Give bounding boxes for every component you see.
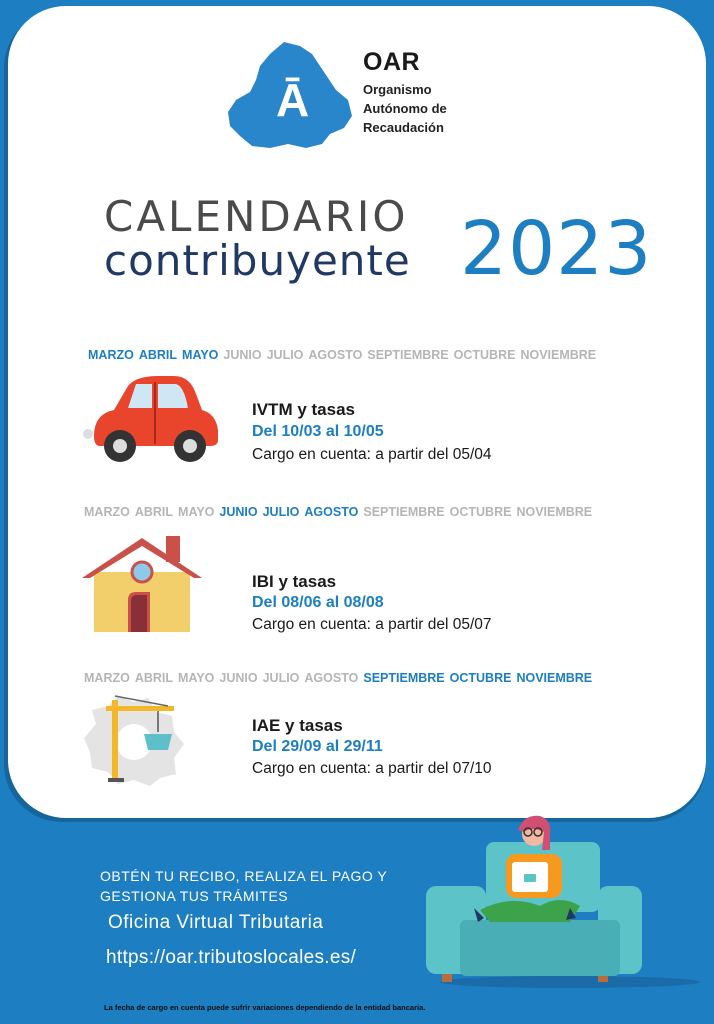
month-label: SEPTIEMBRE bbox=[367, 348, 449, 362]
tax-charge-date: Cargo en cuenta: a partir del 05/07 bbox=[252, 616, 492, 633]
portal-url-link[interactable]: https://oar.tributoslocales.es/ bbox=[106, 947, 357, 968]
month-label: ABRIL bbox=[134, 671, 174, 685]
month-label: OCTUBRE bbox=[453, 348, 516, 362]
year-label: 2023 bbox=[460, 206, 653, 292]
month-label: JUNIO bbox=[219, 505, 258, 519]
cta-text: GESTIONA TUS TRÁMITES bbox=[100, 888, 289, 904]
month-label: MAYO bbox=[178, 505, 215, 519]
month-timeline bbox=[84, 505, 597, 519]
month-label: MARZO bbox=[88, 348, 134, 362]
calendar-subtitle: contribuyente bbox=[104, 236, 411, 285]
house-icon bbox=[80, 534, 204, 634]
month-label: OCTUBRE bbox=[449, 505, 512, 519]
tax-charge-date: Cargo en cuenta: a partir del 05/04 bbox=[252, 446, 492, 463]
month-label: JUNIO bbox=[223, 348, 262, 362]
car-icon bbox=[78, 374, 224, 466]
cta-text: OBTÉN TU RECIBO, REALIZA EL PAGO Y bbox=[100, 868, 388, 884]
month-timeline bbox=[88, 348, 601, 362]
month-label: ABRIL bbox=[138, 348, 178, 362]
footnote: La fecha de cargo en cuenta puede sufrir variaciones dependiendo de la entidad bancaria. bbox=[104, 1003, 426, 1012]
tax-title: IAE y tasas bbox=[252, 716, 343, 735]
tax-charge-date: Cargo en cuenta: a partir del 07/10 bbox=[252, 760, 492, 777]
month-label: ABRIL bbox=[134, 505, 174, 519]
logo-name: OAR bbox=[363, 48, 421, 76]
tax-dates: Del 10/03 al 10/05 bbox=[252, 423, 384, 440]
month-label: SEPTIEMBRE bbox=[363, 505, 445, 519]
month-label: NOVIEMBRE bbox=[516, 671, 593, 685]
month-label: SEPTIEMBRE bbox=[363, 671, 445, 685]
month-label: AGOSTO bbox=[304, 505, 359, 519]
portal-name: Oficina Virtual Tributaria bbox=[108, 912, 324, 933]
month-label: JULIO bbox=[266, 348, 304, 362]
logo-subtitle-line: Autónomo de bbox=[363, 101, 447, 116]
logo-subtitle-line: Organismo bbox=[363, 82, 432, 97]
month-label: JUNIO bbox=[219, 671, 258, 685]
month-label: AGOSTO bbox=[304, 671, 359, 685]
calendar-title: CALENDARIO bbox=[104, 192, 409, 241]
month-label: NOVIEMBRE bbox=[516, 505, 593, 519]
logo-subtitle-line: Recaudación bbox=[363, 120, 444, 135]
month-label: OCTUBRE bbox=[449, 671, 512, 685]
oar-logo-icon bbox=[226, 40, 354, 152]
tax-dates: Del 08/06 al 08/08 bbox=[252, 594, 384, 611]
month-label: MAYO bbox=[182, 348, 219, 362]
tax-title: IVTM y tasas bbox=[252, 400, 355, 419]
month-label: AGOSTO bbox=[308, 348, 363, 362]
month-label: MAYO bbox=[178, 671, 215, 685]
person-on-sofa-illustration bbox=[420, 810, 704, 990]
month-label: MARZO bbox=[84, 505, 130, 519]
month-label: MARZO bbox=[84, 671, 130, 685]
logo-letter: Ā bbox=[276, 74, 310, 126]
tax-dates: Del 29/09 al 29/11 bbox=[252, 738, 383, 755]
month-label: NOVIEMBRE bbox=[520, 348, 597, 362]
month-label: JULIO bbox=[262, 671, 300, 685]
tax-title: IBI y tasas bbox=[252, 572, 337, 591]
month-timeline bbox=[84, 671, 597, 685]
month-label: JULIO bbox=[262, 505, 300, 519]
